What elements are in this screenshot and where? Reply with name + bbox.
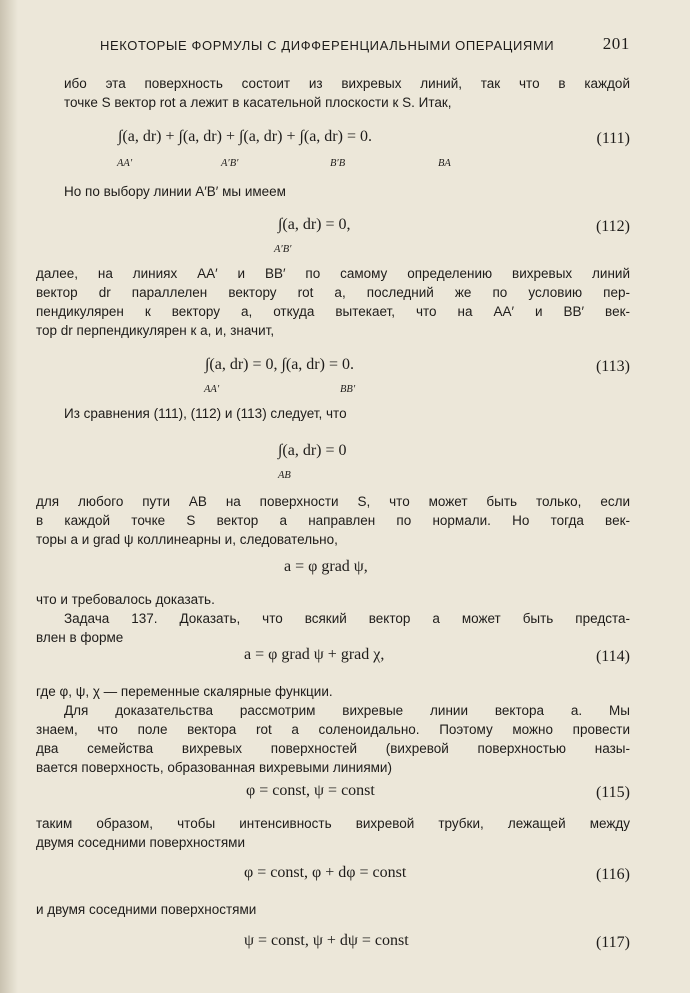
paragraph-2 <box>64 182 630 201</box>
formula-113: ∫(a, dr) = 0, ∫(a, dr) = 0. <box>205 356 354 373</box>
text-line: что и требовалось доказать. <box>36 592 215 607</box>
text-line: ибо эта поверхность состоит из вихревых линий, так что в каждой <box>64 76 630 91</box>
text-line: вается поверхность, образованная вихревыми линиями) <box>36 760 392 775</box>
equation-number-116: (116) <box>595 866 630 883</box>
page-number: 201 <box>602 34 630 53</box>
page-edge-shadow <box>0 0 18 993</box>
text-line: Но по выбору линии A′B′ мы имеем <box>64 184 286 199</box>
text-line: два семейства вихревых поверхностей (вихревой поверхностью назы- <box>36 741 630 756</box>
formula-114: a = φ grad ψ + grad χ, <box>244 646 385 663</box>
formula-112: ∫(a, dr) = 0, <box>278 216 351 233</box>
equation-number-115: (115) <box>595 784 630 801</box>
text-line: Из сравнения (111), (112) и (113) следует, что <box>64 406 347 421</box>
paragraph-4 <box>64 404 630 423</box>
integral-subscript: A′B′ <box>274 244 292 255</box>
text-line: точке S вектор rot a лежит в касательной плоскости к S. Итак, <box>64 95 452 110</box>
formula-117: ψ = const, ψ + dψ = const <box>244 932 409 949</box>
paragraph-3 <box>36 264 630 340</box>
text-line: Для доказательства рассмотрим вихревые линии вектора a. Мы <box>64 703 630 718</box>
integral-subscript: A′B′ <box>221 158 239 169</box>
equation-number-113: (113) <box>595 358 630 375</box>
integral-subscript: B′B <box>330 158 346 169</box>
text-line: в каждой точке S вектор a направлен по нормали. Но тогда век- <box>36 513 630 528</box>
formula-116: φ = const, φ + dφ = const <box>244 864 407 881</box>
integral-subscript: BA <box>438 158 451 169</box>
text-line: тор dr перпендикулярен к a, и, значит, <box>36 323 275 338</box>
paragraph-7 <box>36 682 630 777</box>
text-line: знаем, что поле вектора rot a соленоидально. Поэтому можно провести <box>36 722 630 737</box>
text-line: для любого пути AB на поверхности S, что может быть только, если <box>36 494 630 509</box>
integral-subscript: AB <box>278 470 291 481</box>
text-line: таким образом, чтобы интенсивность вихревой трубки, лежащей между <box>36 816 630 831</box>
header-title: НЕКОТОРЫЕ ФОРМУЛЫ С ДИФФЕРЕНЦИАЛЬНЫМИ ОПЕРАЦИЯМИ <box>100 38 555 53</box>
text-line: далее, на линиях AA′ и BB′ по самому определению вихревых линий <box>36 266 630 281</box>
text-line: где φ, ψ, χ — переменные скалярные функции. <box>36 684 333 699</box>
equation-number-117: (117) <box>595 934 630 951</box>
problem-137-line: Задача 137. Доказать, что всякий вектор a может быть предста- <box>64 611 630 626</box>
text-line: влен в форме <box>36 630 124 645</box>
paragraph-9 <box>36 900 630 919</box>
formula-ab: ∫(a, dr) = 0 <box>278 442 347 459</box>
integral-subscript: AA′ <box>117 158 133 169</box>
text-line: пендикулярен к вектору a, откуда вытекает, что на AA′ и BB′ век- <box>36 304 630 319</box>
paragraph-8 <box>36 814 630 852</box>
text-line: и двумя соседними поверхностями <box>36 902 257 917</box>
text-line: торы a и grad ψ коллинеарны и, следовательно, <box>36 532 338 547</box>
paragraph-5 <box>36 492 630 549</box>
running-header <box>100 34 630 56</box>
equation-number-114: (114) <box>595 648 630 665</box>
equation-number-112: (112) <box>595 218 630 235</box>
integral-subscript: BB′ <box>340 384 356 395</box>
text-line: вектор dr параллелен вектору rot a, последний же по условию пер- <box>36 285 630 300</box>
formula-a-phi-grad-psi: a = φ grad ψ, <box>284 558 368 575</box>
text-line: двумя соседними поверхностями <box>36 835 245 850</box>
equation-number-111: (111) <box>596 130 630 147</box>
integral-subscript: AA′ <box>204 384 220 395</box>
paragraph-6 <box>36 590 630 647</box>
formula-115: φ = const, ψ = const <box>246 782 375 799</box>
formula-111: ∫(a, dr) + ∫(a, dr) + ∫(a, dr) + ∫(a, dr) = 0. <box>118 128 372 145</box>
paragraph-1 <box>64 74 630 112</box>
